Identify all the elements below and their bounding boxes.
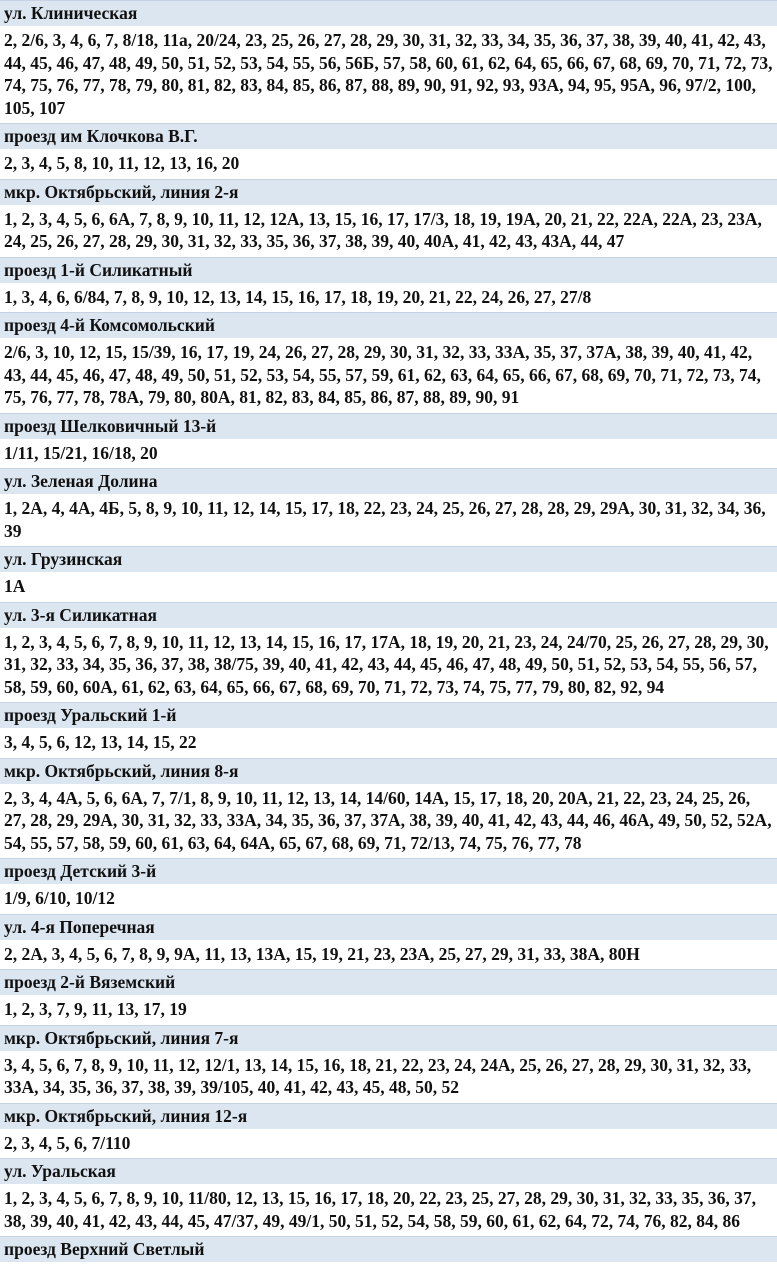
street-name: мкр. Октябрьский, линия 2-я — [0, 179, 777, 205]
street-name: проезд Шелковичный 13-й — [0, 413, 777, 439]
street-name: проезд Уральский 1-й — [0, 702, 777, 728]
street-name: мкр. Октябрьский, линия 12-я — [0, 1103, 777, 1129]
street-name: ул. 3-я Силикатная — [0, 602, 777, 628]
street-name: проезд 1-й Силикатный — [0, 257, 777, 283]
street-name: мкр. Октябрьский, линия 8-я — [0, 758, 777, 784]
house-numbers: 1, 2, 3, 4, 5, 6, 7, 8, 9, 10, 11, 12, 13, 14, 15, 16, 17, 17А, 18, 19, 20, 21, 23, 24, 24/70, 25, 26, 27, 28, 29, 30, 31, 32, 33, 34, 35, 36, 37, 38, 38/75, 39, 40, 41, 42, 43, 44, 45, 46, 47, 48, 49, 50, 51, 52, 53, 54, 55, 56, 57, 58, 59, 60, 60А, 61, 62, 63, 64, 65, 66, 67, 68, 69, 70, 71, 72, 73, 74, 75, 77, 79, 80, 82, 92, 94 — [0, 628, 777, 703]
house-numbers: 1, 2, 3, 4, 5, 6, 7, 8, 9, 10, 11/80, 12, 13, 15, 16, 17, 18, 20, 22, 23, 25, 27, 28, 29, 30, 31, 32, 33, 35, 36, 37, 38, 39, 40, 41, 42, 43, 44, 45, 47/37, 49, 49/1, 50, 51, 52, 54, 58, 59, 60, 61, 62, 64, 72, 74, 76, 82, 84, 86 — [0, 1184, 777, 1236]
street-name: проезд Детский 3-й — [0, 858, 777, 884]
street-name: ул. 4-я Поперечная — [0, 914, 777, 940]
house-numbers: 1, 2, 3, 7, 9, 11, 13, 17, 19 — [0, 995, 777, 1025]
house-numbers: 2/6, 3, 10, 12, 15, 15/39, 16, 17, 19, 24, 26, 27, 28, 29, 30, 31, 32, 33, 33А, 35, 37, 37А, 38, 39, 40, 41, 42, 43, 44, 45, 46, 47, 48, 49, 50, 51, 52, 53, 54, 55, 57, 59, 61, 62, 63, 64, 65, 66, 67, 68, 69, 70, 71, 72, 73, 74, 75, 76, 77, 78, 78А, 79, 80, 80А, 81, 82, 83, 84, 85, 86, 87, 88, 89, 90, 91 — [0, 338, 777, 413]
street-name: ул. Грузинская — [0, 546, 777, 572]
house-numbers: 1/9, 6/10, 10/12 — [0, 884, 777, 914]
house-numbers: 3, 4, 5, 6, 7, 8, 9, 10, 11, 12, 12/1, 13, 14, 15, 16, 18, 21, 22, 23, 24, 24А, 25, 26, 27, 28, 29, 30, 31, 32, 33, 33А, 34, 35, 36, 37, 38, 39, 39/105, 40, 41, 42, 43, 45, 48, 50, 52 — [0, 1051, 777, 1103]
house-numbers: 2, 2А, 3, 4, 5, 6, 7, 8, 9, 9А, 11, 13, 13А, 15, 19, 21, 23, 23А, 25, 27, 29, 31, 33, 38А, 80Н — [0, 940, 777, 970]
street-name: ул. Клиническая — [0, 0, 777, 26]
street-name: проезд 4-й Комсомольский — [0, 312, 777, 338]
street-name: проезд Верхний Светлый — [0, 1236, 777, 1262]
house-numbers: 2, 2/6, 3, 4, 6, 7, 8/18, 11а, 20/24, 23, 25, 26, 27, 28, 29, 30, 31, 32, 33, 34, 35, 36, 37, 38, 39, 40, 41, 42, 43, 44, 45, 46, 47, 48, 49, 50, 51, 52, 53, 54, 55, 56, 56Б, 57, 58, 60, 61, 62, 64, 65, 66, 67, 68, 69, 70, 71, 72, 73, 74, 75, 76, 77, 78, 79, 80, 81, 82, 83, 84, 85, 86, 87, 88, 89, 90, 91, 92, 93, 93А, 94, 95, 95А, 96, 97/2, 100, 105, 107 — [0, 26, 777, 123]
house-numbers: 2, 3, 4, 5, 8, 10, 11, 12, 13, 16, 20 — [0, 149, 777, 179]
house-numbers: 2, 3, 4, 4А, 5, 6, 6А, 7, 7/1, 8, 9, 10, 11, 12, 13, 14, 14/60, 14А, 15, 17, 18, 20, 20А, 21, 22, 23, 24, 25, 26, 27, 28, 29, 29А, 30, 31, 32, 33, 33А, 34, 35, 36, 37, 37А, 38, 39, 40, 41, 42, 43, 44, 46, 46А, 49, 50, 52, 52А, 54, 55, 57, 58, 59, 60, 61, 63, 64, 64А, 65, 67, 68, 69, 71, 72/13, 74, 75, 76, 77, 78 — [0, 784, 777, 859]
house-numbers: 2, 3, 4, 5, 6, 7/110 — [0, 1129, 777, 1159]
house-numbers: 1/11, 15/21, 16/18, 20 — [0, 439, 777, 469]
house-numbers: 1, 3, 4, 6, 6/84, 7, 8, 9, 10, 12, 13, 14, 15, 16, 17, 18, 19, 20, 21, 22, 24, 26, 27, 27/8 — [0, 283, 777, 313]
house-numbers: 3, 4, 5, 6, 12, 13, 14, 15, 22 — [0, 728, 777, 758]
house-numbers: 1, 2, 3, 4, 5, 6, 6А, 7, 8, 9, 10, 11, 12, 12А, 13, 15, 16, 17, 17/3, 18, 19, 19А, 20, 21, 22, 22А, 22А, 23, 23А, 24, 25, 26, 27, 28, 29, 30, 31, 32, 33, 35, 36, 37, 38, 39, 40, 40А, 41, 42, 43, 43А, 44, 47 — [0, 205, 777, 257]
house-numbers: 1, 2А, 4, 4А, 4Б, 5, 8, 9, 10, 11, 12, 14, 15, 17, 18, 22, 23, 24, 25, 26, 27, 28, 28, 29, 29А, 30, 31, 32, 34, 36, 39 — [0, 494, 777, 546]
street-name: ул. Зеленая Долина — [0, 468, 777, 494]
street-name: проезд им Клочкова В.Г. — [0, 123, 777, 149]
street-name: проезд 2-й Вяземский — [0, 969, 777, 995]
street-name: ул. Уральская — [0, 1158, 777, 1184]
house-numbers: 1А — [0, 572, 777, 602]
street-name: мкр. Октябрьский, линия 7-я — [0, 1025, 777, 1051]
